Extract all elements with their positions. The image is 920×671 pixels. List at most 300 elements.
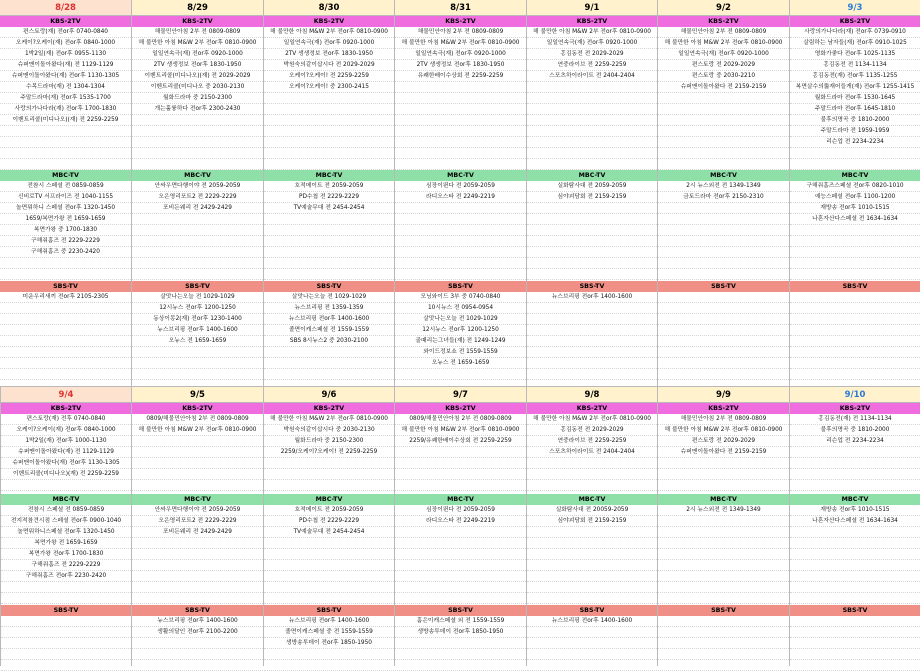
program-item [395, 214, 526, 225]
program-item: 구해줘홈즈 전or후 2230-2420 [1, 571, 131, 582]
channel-label: MBC-TV [264, 170, 394, 181]
program-item: 예능스페셜 전or후 1100-1200 [790, 192, 920, 203]
program-item: 편스토랑(재) 전or후 0740-0840 [0, 27, 131, 38]
channel-label: SBS-TV [132, 605, 263, 616]
program-item: 뉴스브리핑 전or후 1400-1600 [264, 314, 394, 325]
day-column [263, 0, 394, 387]
program-item [790, 369, 920, 380]
program-item [790, 269, 920, 280]
program-item [395, 469, 526, 480]
program-item [527, 115, 657, 126]
channel-label: KBS-2TV [264, 16, 394, 27]
program-item: 2259/유쾌한배이수상회 전 2259-2259 [395, 436, 526, 447]
program-item [0, 303, 131, 314]
program-item [527, 159, 657, 170]
program-item [395, 148, 526, 159]
program-item [395, 115, 526, 126]
program-item [264, 214, 394, 225]
program-item: 신비로TV 서프라이즈 전 1040-1155 [0, 192, 131, 203]
program-item [264, 593, 394, 604]
program-item: 월화드라마 중 2150-2300 [132, 93, 263, 104]
program-item [527, 82, 657, 93]
program-item [264, 247, 394, 258]
program-item: 포비든웨리 전 2429-2429 [132, 203, 263, 214]
program-item: 일일연속극(재) 전or후 0920-1000 [395, 49, 526, 60]
program-item [132, 247, 263, 258]
program-item: 12시뉴스 전or후 1200-1250 [132, 303, 263, 314]
program-item: 골때리는그녀들(재) 전 1249-1249 [395, 336, 526, 347]
program-item [790, 582, 920, 593]
channel-label: SBS-TV [132, 281, 263, 292]
program-item: 오은영리포트2 전 2229-2229 [132, 516, 263, 527]
program-item: 호적메이트 전 2059-2059 [264, 505, 394, 516]
program-item: 복면가왕 전or후 1700-1830 [1, 549, 131, 560]
program-item [264, 549, 394, 560]
program-item [527, 258, 657, 269]
program-item: 해물민안아침 2부 전 0809-0809 [658, 27, 789, 38]
program-item [658, 649, 789, 660]
program-item [658, 469, 789, 480]
program-item: 전참시 스페셜 전 0859-0859 [0, 181, 131, 192]
program-item: SBS 8시뉴스2 중 2030-2100 [264, 336, 394, 347]
program-item [527, 638, 657, 649]
program-item [527, 203, 657, 214]
program-item [395, 480, 526, 491]
date-header: 8/29 [132, 0, 263, 16]
program-item [264, 458, 394, 469]
program-item: 편스토랑 전 2029-2029 [658, 436, 789, 447]
program-item [790, 638, 920, 649]
program-item [527, 303, 657, 314]
program-item: 해물민안아침 2부 전 0809-0809 [132, 27, 263, 38]
program-item: 뉴스브리핑 전 1359-1359 [264, 303, 394, 314]
program-item: 슈퍼맨이돌아왔다(재) 전 1129-1129 [1, 447, 131, 458]
program-item: 편스토랑(재) 전후 0740-0840 [1, 414, 131, 425]
program-item [132, 358, 263, 369]
program-item: 라디오스타 전 2249-2219 [395, 516, 526, 527]
program-item: 리슨업 전 2234-2234 [790, 436, 920, 447]
program-item: 심야괴담회 전 2159-2159 [527, 516, 657, 527]
channel-label: MBC-TV [264, 494, 394, 505]
date-header: 9/9 [658, 387, 789, 403]
day-column [394, 387, 526, 666]
program-item: 영화가좋다 전or후 1025-1135 [790, 49, 920, 60]
program-item [658, 159, 789, 170]
program-item [658, 247, 789, 258]
channel-label: SBS-TV [395, 605, 526, 616]
program-item [395, 527, 526, 538]
program-item [132, 638, 263, 649]
program-item [132, 593, 263, 604]
program-item: 12시뉴스 전or후 1200-1250 [395, 325, 526, 336]
program-item: 해 불만한 아침 M&W 2부 전or후 0810-0900 [132, 38, 263, 49]
program-item [658, 538, 789, 549]
program-item [790, 480, 920, 491]
program-item: 생방송투데이 전or후 1850-1950 [395, 627, 526, 638]
program-item: 홍김동전 전 1134-1134 [790, 60, 920, 71]
program-item: 0809/해물민안아침 2부 전 0809-0809 [132, 414, 263, 425]
program-item [132, 269, 263, 280]
program-item [658, 582, 789, 593]
program-item: 뉴스브리핑 전or후 1400-1600 [264, 616, 394, 627]
program-item [132, 447, 263, 458]
channel-label: MBC-TV [527, 170, 657, 181]
program-item [658, 148, 789, 159]
program-item [0, 347, 131, 358]
program-item: 오케이?오케이! 중 2300-2415 [264, 82, 394, 93]
program-item: 일일연속극(재) 전or후 0920-1000 [132, 49, 263, 60]
program-item [527, 214, 657, 225]
program-item [132, 549, 263, 560]
program-item [658, 480, 789, 491]
program-item [658, 358, 789, 369]
program-item [395, 104, 526, 115]
program-item: 홍김동전(재) 전 1134-1134 [790, 414, 920, 425]
program-item [395, 236, 526, 247]
program-item: 이벤트리콜(미디나오 중 2030-2130 [132, 82, 263, 93]
program-item: 뉴스브리핑 전or후 1400-1600 [527, 292, 657, 303]
program-item [658, 336, 789, 347]
program-item [0, 369, 131, 380]
program-item: 전지적참견시점 스페셜 전or후 0900-1040 [1, 516, 131, 527]
program-item: 편스토랑 중 2030-2210 [658, 71, 789, 82]
program-item [132, 115, 263, 126]
program-item: 오케이?오케이! 전 2259-2259 [264, 71, 394, 82]
program-item: 미운우리새끼 전or후 2105-2305 [0, 292, 131, 303]
channel-label: MBC-TV [527, 494, 657, 505]
channel-label: SBS-TV [1, 605, 131, 616]
program-item: PD수첩 전 2229-2229 [264, 192, 394, 203]
program-item [790, 616, 920, 627]
program-item [264, 93, 394, 104]
program-item [395, 225, 526, 236]
program-item: 이벤트리콜(미디나오)(재) 전 2259-2259 [1, 469, 131, 480]
program-item [0, 126, 131, 137]
date-header: 9/2 [658, 0, 789, 16]
program-item [395, 258, 526, 269]
program-item [1, 638, 131, 649]
program-item [527, 458, 657, 469]
program-item [264, 126, 394, 137]
program-item [395, 458, 526, 469]
program-item: 유쾌한배이수상회 전 2259-2259 [395, 71, 526, 82]
program-item [527, 236, 657, 247]
program-item [790, 258, 920, 269]
program-item [658, 627, 789, 638]
program-item: 심장이뛴다 전 2059-2059 [395, 181, 526, 192]
program-item: 졸면이캐스페셜 중 전 1559-1559 [264, 627, 394, 638]
program-item: 주말드라마 전or후 1645-1810 [790, 104, 920, 115]
program-item: 1박2일(재) 전or후 1000-1130 [1, 436, 131, 447]
program-item [264, 159, 394, 170]
program-item [132, 258, 263, 269]
program-item [0, 148, 131, 159]
program-item [264, 104, 394, 115]
program-item: 실화탐사대 전 2059-2059 [527, 181, 657, 192]
day-column [657, 0, 789, 387]
program-item [395, 549, 526, 560]
program-item: 살맛나는오늘 전 1029-1029 [264, 292, 394, 303]
program-item [395, 203, 526, 214]
program-item: 살림하는 남자들(재) 전or후 0910-1025 [790, 38, 920, 49]
program-item [527, 571, 657, 582]
program-item: 복면가왕 전 1659-1659 [1, 538, 131, 549]
program-item [0, 336, 131, 347]
program-item: 오케이?오케이(재) 전or후 0840-1000 [0, 38, 131, 49]
program-item: 1659/복면가왕 전 1659-1659 [0, 214, 131, 225]
program-item [395, 649, 526, 660]
program-item: 슈퍼맨이돌아왔다 전 2159-2159 [658, 447, 789, 458]
program-item: 해물민안아침 2부 전 0809-0809 [395, 27, 526, 38]
program-item [395, 369, 526, 380]
program-item [658, 527, 789, 538]
program-item [132, 369, 263, 380]
program-item: 오케이?오케이(재) 전or후 0840-1000 [1, 425, 131, 436]
program-item: 일일연속극(재) 전or후 0920-1000 [658, 49, 789, 60]
program-item [264, 582, 394, 593]
program-item: 해 불만한 아침 M&W 2부 전or후 0810-0900 [132, 425, 263, 436]
program-item [658, 203, 789, 214]
program-item [264, 269, 394, 280]
program-item: 오뉴스 전 1659-1659 [395, 358, 526, 369]
program-item: TV예술무대 전 2454-2454 [264, 527, 394, 538]
program-item [0, 137, 131, 148]
channel-label: MBC-TV [395, 494, 526, 505]
program-item: 이벤트리콜(미디나오)(재) 전 2259-2259 [0, 115, 131, 126]
program-item: 졸면이캐스페셜 전 1559-1559 [264, 325, 394, 336]
program-item: 뉴스브리핑 전or후 1400-1600 [132, 325, 263, 336]
program-item [527, 93, 657, 104]
program-item [132, 538, 263, 549]
program-item: 구해줘홈즈 전 2229-2229 [1, 560, 131, 571]
program-item [790, 458, 920, 469]
program-item: 홍김동전 전 2029-2029 [527, 49, 657, 60]
program-item: 2시 뉴스외전 전 1349-1349 [658, 505, 789, 516]
program-item: 슈퍼맨이돌아왔다 전 2159-2159 [658, 82, 789, 93]
date-header: 9/4 [1, 387, 131, 403]
program-item: 주말드라마(재) 전or후 1535-1700 [0, 93, 131, 104]
program-item: 복면살수의뚫재어들게(재) 전or후 1255-1415 [790, 82, 920, 93]
channel-label: MBC-TV [658, 170, 789, 181]
program-item [0, 358, 131, 369]
program-item [790, 549, 920, 560]
program-item [132, 560, 263, 571]
program-item [264, 369, 394, 380]
channel-label: SBS-TV [527, 281, 657, 292]
channel-label: KBS-2TV [527, 16, 657, 27]
program-item [790, 649, 920, 660]
program-item [790, 325, 920, 336]
program-item: 10시뉴스 전 0954-0954 [395, 303, 526, 314]
program-item: 월화드라마 중 2150-2300 [264, 436, 394, 447]
channel-label: SBS-TV [658, 281, 789, 292]
program-item: 불후의명곡 중 1810-2000 [790, 425, 920, 436]
channel-label: SBS-TV [527, 605, 657, 616]
program-item: 스포츠하이라이트 전 2404-2404 [527, 71, 657, 82]
program-item [658, 325, 789, 336]
day-column [0, 0, 131, 387]
program-item [790, 336, 920, 347]
program-item [658, 571, 789, 582]
program-item: 홍김동전(재) 전or후 1135-1255 [790, 71, 920, 82]
program-item [132, 137, 263, 148]
program-item [790, 538, 920, 549]
program-item [527, 247, 657, 258]
program-item [527, 480, 657, 491]
channel-label: MBC-TV [395, 170, 526, 181]
program-item: 0809/해물민안아침 2부 전 0809-0809 [395, 414, 526, 425]
channel-label: SBS-TV [790, 605, 920, 616]
program-item: 홈은이캐스페셜 외 전 1559-1559 [395, 616, 526, 627]
program-item [1, 649, 131, 660]
program-item [264, 649, 394, 660]
program-item: 살맛나는오늘 전 1029-1029 [395, 314, 526, 325]
channel-label: SBS-TV [395, 281, 526, 292]
program-item: 구해줘홈즈 전 2229-2229 [0, 236, 131, 247]
program-item: 리슨업 전 2234-2234 [790, 137, 920, 148]
program-item: 동상이몽2(재) 전or후 1230-1400 [132, 314, 263, 325]
channel-label: KBS-2TV [132, 403, 263, 414]
program-item: 생활의달인 전or후 2100-2200 [132, 627, 263, 638]
program-item: 호적메이트 전 2059-2059 [264, 181, 394, 192]
program-item [527, 538, 657, 549]
program-item: 실화탐사대 전 20059-2059 [527, 505, 657, 516]
channel-label: MBC-TV [132, 170, 263, 181]
channel-label: KBS-2TV [1, 403, 131, 414]
day-column [657, 387, 789, 666]
day-column [526, 0, 657, 387]
program-item: 나혼자산다스페셜 전 1634-1634 [790, 214, 920, 225]
program-item [0, 314, 131, 325]
program-item [264, 236, 394, 247]
program-item: 오은영리포트2 전 2229-2229 [132, 192, 263, 203]
program-item [264, 148, 394, 159]
channel-label: MBC-TV [0, 170, 131, 181]
program-item [527, 369, 657, 380]
program-item [132, 458, 263, 469]
channel-label: KBS-2TV [395, 403, 526, 414]
program-item [395, 82, 526, 93]
program-item: 구해줘홈즈 중 2230-2420 [0, 247, 131, 258]
program-item: 해 불만한 아침 M&W 2부 전or후 0810-0900 [264, 414, 394, 425]
program-item: 일일연속극(재) 전or후 0920-1000 [527, 38, 657, 49]
day-column [0, 387, 131, 666]
program-item [658, 593, 789, 604]
channel-label: MBC-TV [132, 494, 263, 505]
program-item [790, 447, 920, 458]
program-item [527, 314, 657, 325]
program-item [527, 137, 657, 148]
program-item [790, 469, 920, 480]
program-item [132, 480, 263, 491]
program-item: 심장이뛴다 전 2059-2059 [395, 505, 526, 516]
program-item: 일일연속극(재) 전or후 0920-1000 [264, 38, 394, 49]
program-item [0, 269, 131, 280]
program-item [264, 347, 394, 358]
program-item [132, 649, 263, 660]
program-item: 이벤트리콜(미디나오)(재) 전 2029-2029 [132, 71, 263, 82]
program-item: 해물민안아침 2부 전 0809-0809 [658, 414, 789, 425]
program-item [658, 236, 789, 247]
program-item: 포비든웨리 전 2429-2429 [132, 527, 263, 538]
program-item [790, 560, 920, 571]
program-item [790, 292, 920, 303]
program-item [658, 549, 789, 560]
program-item [132, 148, 263, 159]
program-item: 해 불만한 아침 M&W 2부 전or후 0810-0900 [527, 414, 657, 425]
program-item [658, 560, 789, 571]
day-column [789, 0, 920, 387]
program-item [132, 582, 263, 593]
program-item [527, 336, 657, 347]
program-item [658, 347, 789, 358]
date-header: 9/10 [790, 387, 920, 403]
program-item [132, 214, 263, 225]
program-item [790, 225, 920, 236]
program-item [132, 225, 263, 236]
program-item [527, 549, 657, 560]
program-item [1, 616, 131, 627]
program-item: TV예술무대 전 2454-2454 [264, 203, 394, 214]
program-item [132, 436, 263, 447]
program-item [395, 269, 526, 280]
program-item: 뉴스브리핑 전or후 1400-1600 [527, 616, 657, 627]
program-item [527, 347, 657, 358]
day-column [789, 387, 920, 666]
program-item [395, 560, 526, 571]
program-item: 놀면뭐하니스페셜 전or후 1320-1450 [1, 527, 131, 538]
program-item: 금토드라마 전or후 2150-2310 [658, 192, 789, 203]
program-item: 박원숙의같이삽시다 중 2030-2130 [264, 425, 394, 436]
channel-label: SBS-TV [264, 605, 394, 616]
program-item: 해 불만한 아침 M&W 2부 전or후 0810-0900 [658, 38, 789, 49]
program-item: 1박2일(재) 전or후 0955-1130 [0, 49, 131, 60]
program-item [527, 593, 657, 604]
program-item [527, 269, 657, 280]
program-item [264, 115, 394, 126]
channel-label: MBC-TV [790, 170, 920, 181]
program-item [264, 137, 394, 148]
program-item [790, 358, 920, 369]
program-item [527, 126, 657, 137]
program-item [658, 303, 789, 314]
program-item [1, 582, 131, 593]
program-item [527, 358, 657, 369]
program-item: 주말드라마 전 1959-1959 [790, 126, 920, 137]
program-item [1, 593, 131, 604]
program-item: 해 불만한 아침 M&W 2부 전or후 0810-0900 [658, 425, 789, 436]
program-item [658, 104, 789, 115]
program-item: 놀면뭐하니 스페셜 전or후 1320-1450 [0, 203, 131, 214]
program-item [527, 627, 657, 638]
program-item [658, 126, 789, 137]
program-item: 라디오스타 전 2249-2219 [395, 192, 526, 203]
program-item [395, 582, 526, 593]
program-item [132, 236, 263, 247]
program-item: 월화드라마 전or후 1530-1645 [790, 93, 920, 104]
program-item: 심야괴담회 전 2159-2159 [527, 192, 657, 203]
program-item [395, 247, 526, 258]
program-item [527, 649, 657, 660]
channel-label: KBS-2TV [527, 403, 657, 414]
program-item [264, 560, 394, 571]
program-item: 박원숙의같이삽시다 전 2029-2029 [264, 60, 394, 71]
program-item: 홍김동전 전 2029-2029 [527, 425, 657, 436]
channel-label: KBS-2TV [0, 16, 131, 27]
program-item [264, 258, 394, 269]
channel-label: KBS-2TV [790, 16, 920, 27]
program-item: 와이드정보쇼 전 1559-1559 [395, 347, 526, 358]
